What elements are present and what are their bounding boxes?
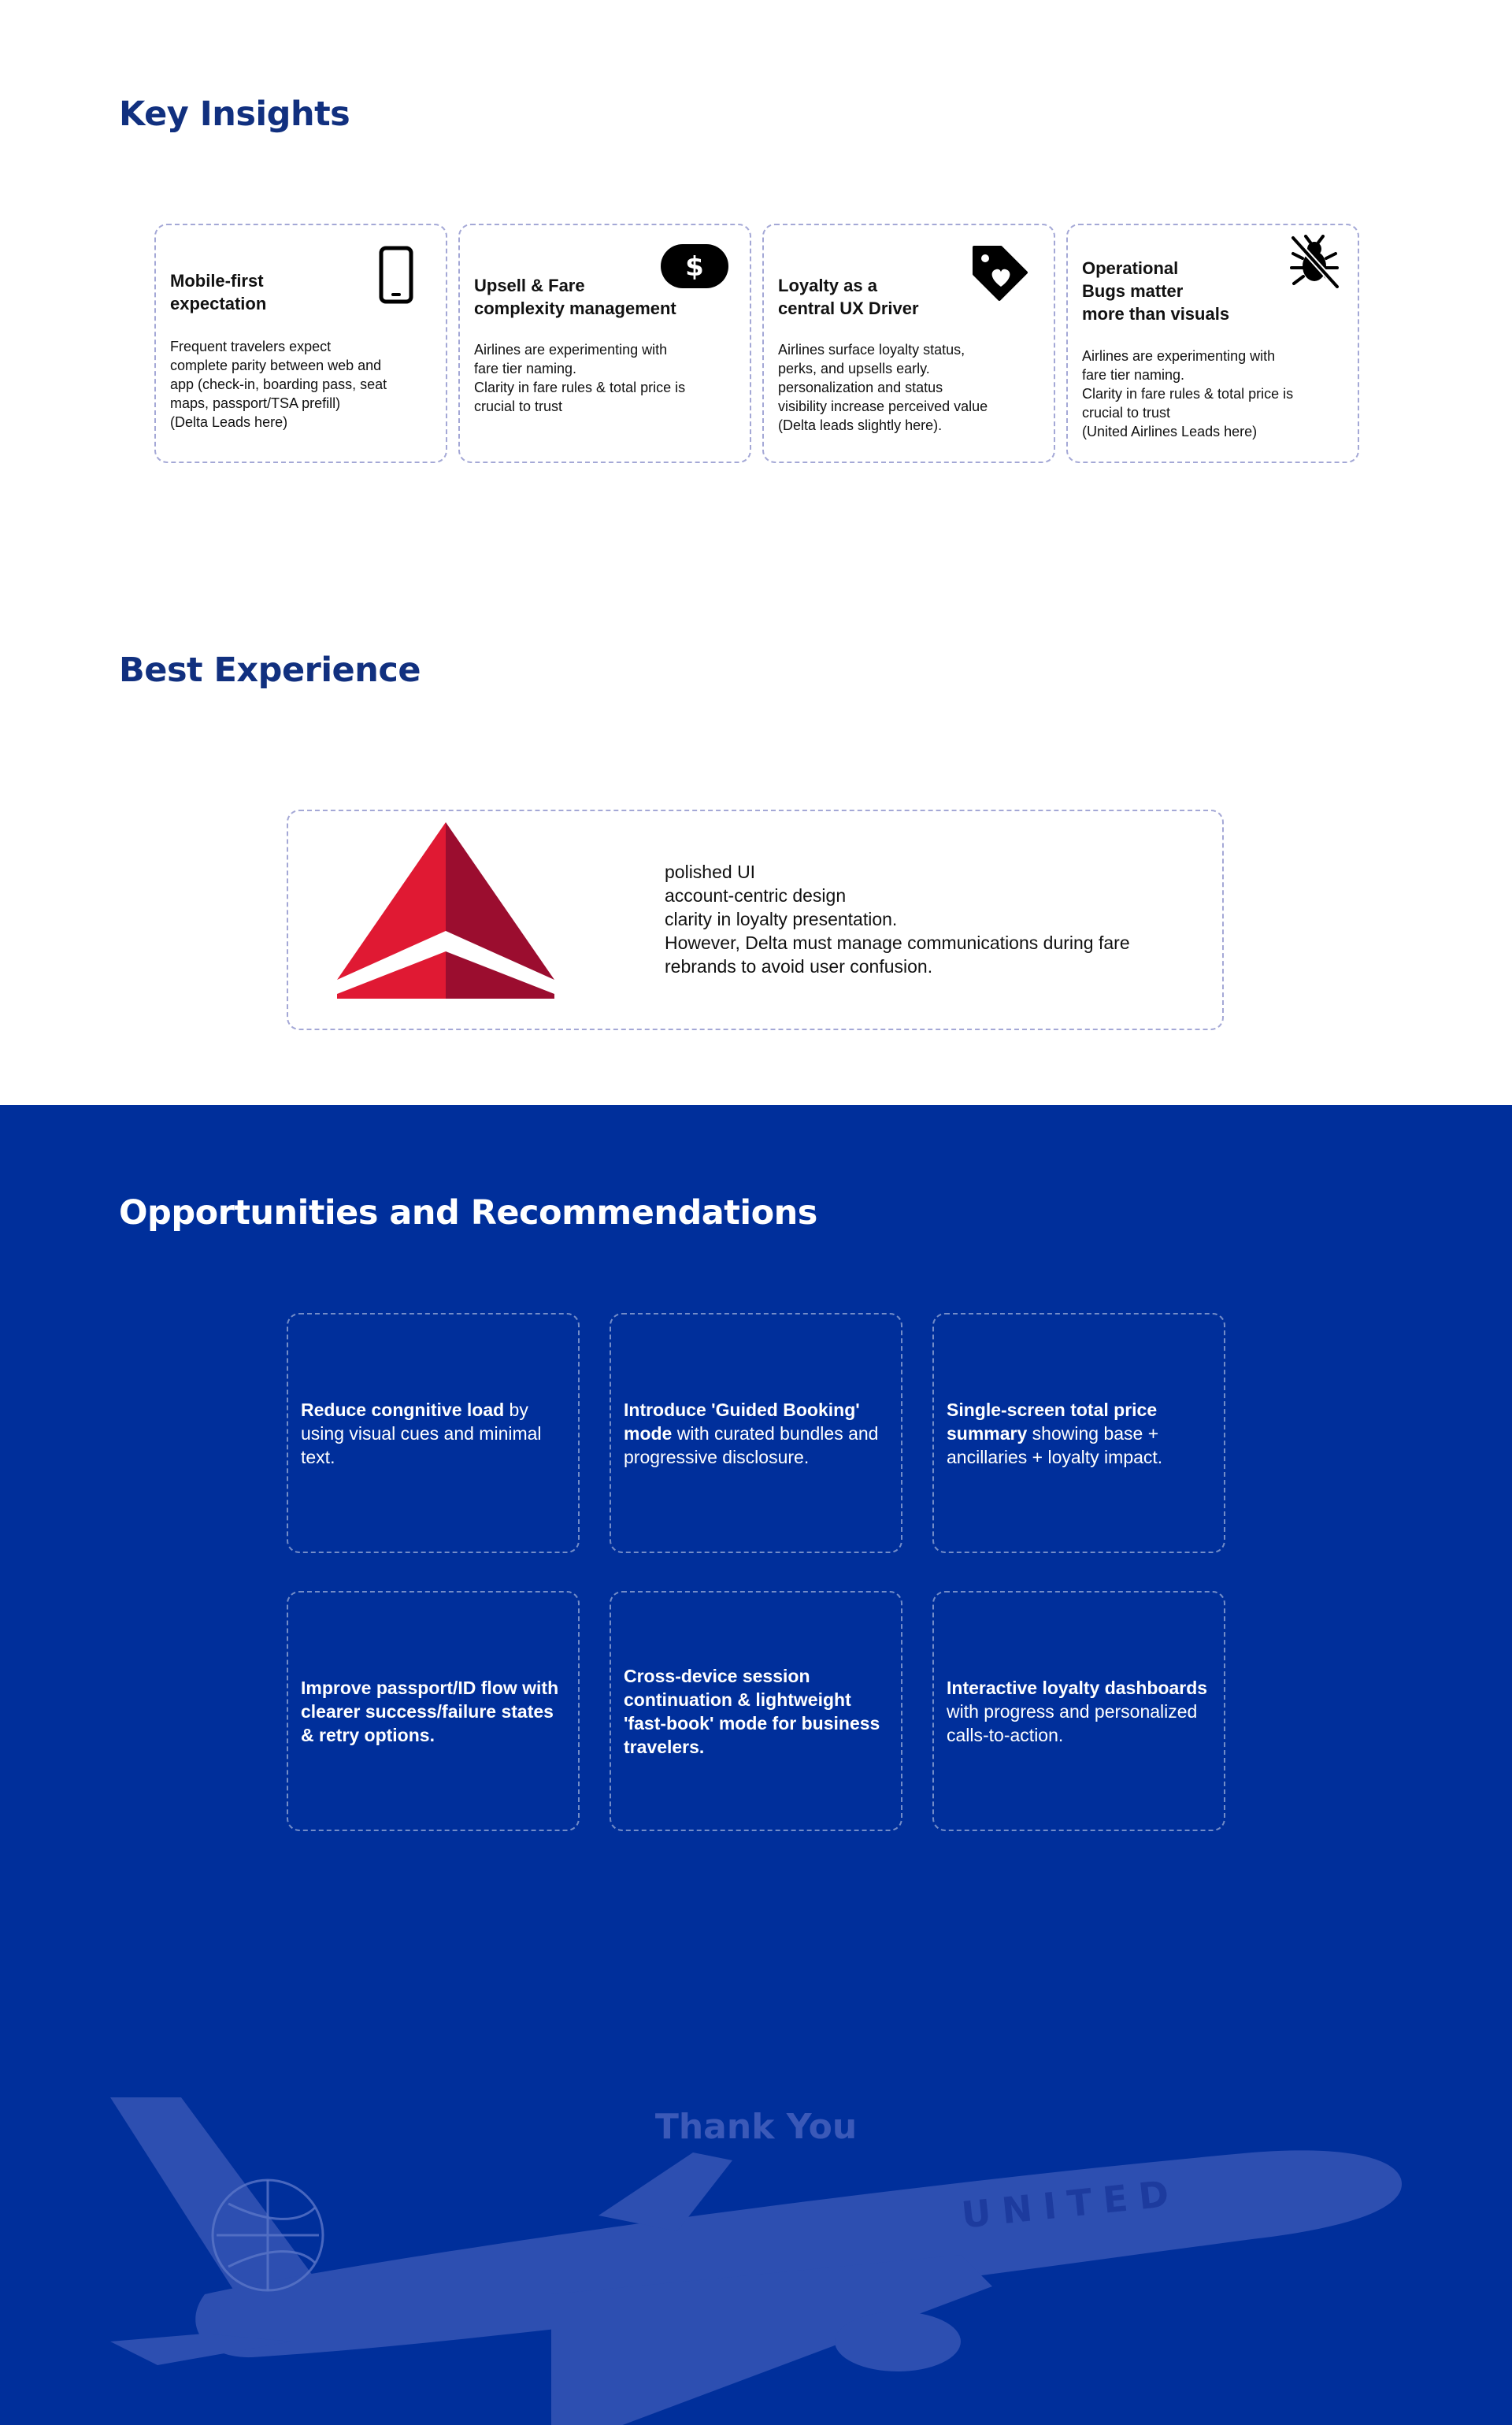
opportunity-text: showing base + ancillaries + loyalty impact. (947, 1422, 1163, 1467)
insight-title: Upsell & Fare complexity management (474, 276, 676, 318)
opportunity-card (932, 1591, 1225, 1831)
opportunity-bold: Cross-device session continuation & lightweight 'fast-book' mode for business travelers. (624, 1665, 880, 1757)
opportunity-bold: Reduce congnitive load (301, 1399, 505, 1420)
airline-name-text: UNITED (959, 2171, 1182, 2237)
delta-logo (337, 822, 554, 1000)
opportunity-text: with progress and personalized calls-to-action. (947, 1700, 1198, 1745)
opportunities-heading: Opportunities and Recommendations (119, 1193, 817, 1233)
thank-you-text: Thank You (654, 2107, 858, 2147)
insight-card-upsell-fare (458, 224, 751, 463)
opportunity-text: with curated bundles and progressive disclosure. (624, 1422, 879, 1467)
opportunity-card (287, 1591, 580, 1831)
insight-body: Frequent travelers expect complete parity between web and app (check-in, boarding pass, seat maps, passport/TSA prefill) (Delta Leads here) (170, 339, 387, 430)
opportunity-card (610, 1313, 902, 1553)
best-line: clarity in loyalty presentation. (665, 909, 898, 929)
opportunity-card (610, 1591, 902, 1831)
mobile-phone-icon (379, 246, 413, 304)
best-experience-card (287, 810, 1224, 1030)
best-line: account-centric design (665, 885, 847, 906)
opportunity-card (287, 1313, 580, 1553)
opportunity-bold: Introduce 'Guided Booking' mode (624, 1399, 860, 1444)
opportunity-bold: Single-screen total price summary (947, 1399, 1158, 1444)
insight-title: Loyalty as a central UX Driver (778, 276, 919, 318)
insight-card-operational-bugs (1066, 224, 1359, 463)
svg-text:$: $ (685, 251, 704, 283)
insight-card-mobile-first (154, 224, 447, 463)
insight-body: Airlines surface loyalty status, perks, and upsells early. personalization and status visibility increase perceived value (Delta leads slightly here). (778, 342, 988, 433)
insight-body: Airlines are experimenting with fare tier naming. Clarity in fare rules & total price is crucial to trust (United Airlines Leads here) (1082, 348, 1294, 439)
best-experience-text (665, 860, 1200, 978)
best-line: However, Delta must manage communications during fare rebrands to avoid user confusion. (665, 933, 1130, 977)
best-experience-heading: Best Experience (119, 651, 421, 690)
insight-body: Airlines are experimenting with fare tier naming. Clarity in fare rules & total price is crucial to trust (474, 342, 686, 414)
insight-card-loyalty (762, 224, 1055, 463)
bug-off-icon (1288, 235, 1340, 288)
opportunity-bold: Improve passport/ID flow with clearer success/failure states & retry options. (301, 1677, 559, 1745)
opportunities-section (0, 1105, 1512, 2425)
opportunity-card (932, 1313, 1225, 1553)
insight-title: Mobile-first expectation (170, 271, 267, 313)
opportunity-text: by using visual cues and minimal text. (301, 1399, 542, 1467)
best-line: polished UI (665, 862, 756, 882)
insight-title: Operational Bugs matter more than visuals (1082, 258, 1230, 324)
opportunity-bold: Interactive loyalty dashboards (947, 1677, 1208, 1698)
heart-tag-icon (971, 244, 1029, 302)
key-insights-heading: Key Insights (119, 95, 350, 134)
